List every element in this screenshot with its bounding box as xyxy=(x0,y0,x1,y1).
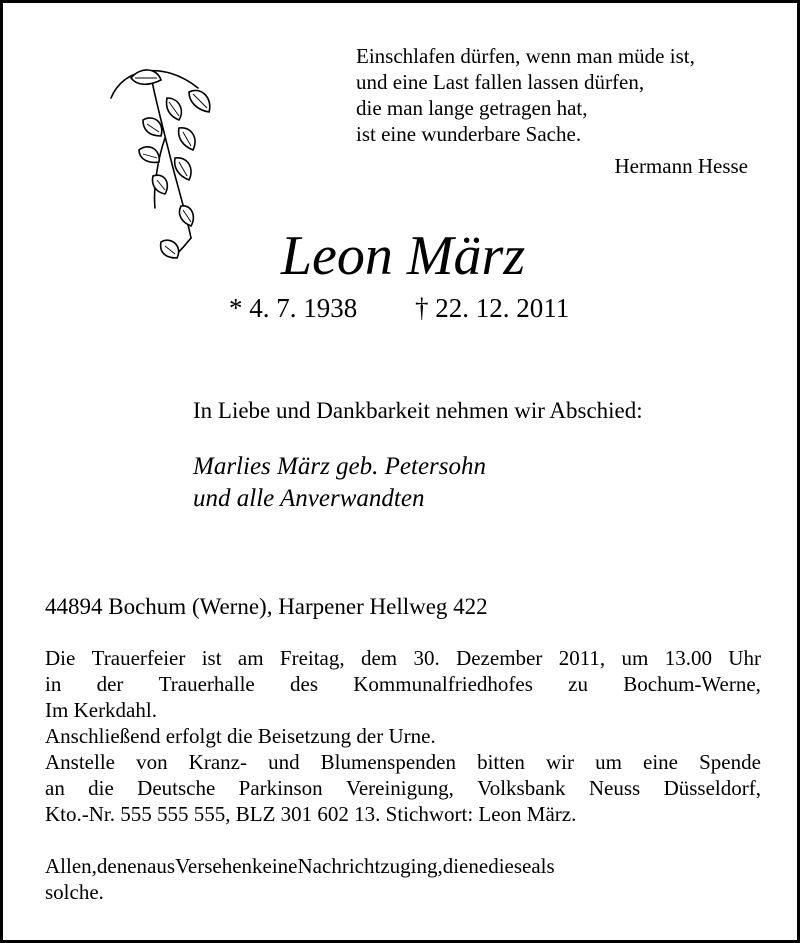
word: Anstelle xyxy=(45,750,115,774)
word: Die xyxy=(45,646,76,670)
info-line-2 xyxy=(45,671,761,697)
poem-line: und eine Last fallen lassen dürfen, xyxy=(356,70,645,94)
word: um xyxy=(621,646,649,670)
info-line-4: Anschließend erfolgt die Beisetzung der Urne. xyxy=(45,724,436,748)
word: Uhr xyxy=(728,646,761,670)
farewell-text: In Liebe und Dankbarkeit nehmen wir Abschied: xyxy=(193,398,643,423)
word: Nachricht xyxy=(297,854,381,878)
word: diese xyxy=(488,854,532,878)
poem-author: Hermann Hesse xyxy=(614,154,748,178)
word: 30. xyxy=(413,646,440,670)
word: Parkinson xyxy=(238,776,323,800)
word: Trauerhalle xyxy=(158,672,255,696)
word: 13.00 xyxy=(664,646,712,670)
info-line-3: Im Kerkdahl. xyxy=(45,698,157,722)
word: wir xyxy=(545,750,574,774)
birth-date: * 4. 7. 1938 xyxy=(229,293,358,323)
word: an xyxy=(45,776,65,800)
word: Bochum-Werne, xyxy=(623,672,761,696)
word: am xyxy=(237,646,264,670)
word: die xyxy=(88,776,114,800)
word: dem xyxy=(360,646,398,670)
poem-line: Einschlafen dürfen, wenn man müde ist, xyxy=(356,44,695,68)
word: keine xyxy=(252,854,298,878)
closing-line-1 xyxy=(45,854,555,878)
word: und xyxy=(268,750,300,774)
poem xyxy=(356,43,776,178)
word: Kranz- xyxy=(188,750,247,774)
word: aus xyxy=(147,854,176,878)
word: eine xyxy=(643,750,678,774)
word: Düsseldorf, xyxy=(663,776,761,800)
info-line-5 xyxy=(45,749,761,775)
ceremony-info xyxy=(45,645,761,827)
word: Versehen xyxy=(175,854,253,878)
word: des xyxy=(290,672,318,696)
mourners xyxy=(193,451,486,515)
mourner-line: und alle Anverwandten xyxy=(193,485,425,512)
word: bitten xyxy=(477,750,525,774)
word: Vereinigung, xyxy=(346,776,454,800)
word: von xyxy=(136,750,168,774)
info-line-6 xyxy=(45,775,761,801)
word: Freitag, xyxy=(279,646,345,670)
word: zuging, xyxy=(380,854,443,878)
word: diene xyxy=(442,854,489,878)
word: Spende xyxy=(699,750,761,774)
word: zu xyxy=(568,672,588,696)
word: Kommunalfriedhofes xyxy=(353,672,533,696)
word: Dezember xyxy=(456,646,543,670)
info-line-7: Kto.-Nr. 555 555 555, BLZ 301 602 13. Stichwort: Leon März. xyxy=(45,802,577,826)
word: Deutsche xyxy=(137,776,216,800)
word: in xyxy=(45,672,62,696)
deceased-name xyxy=(3,221,800,291)
info-line-1 xyxy=(45,645,761,671)
word: 2011, xyxy=(558,646,606,670)
word: Volksbank xyxy=(477,776,566,800)
deceased-name-text: Leon März xyxy=(280,225,526,287)
address: 44894 Bochum (Werne), Harpener Hellweg 422 xyxy=(45,594,488,619)
death-date: † 22. 12. 2011 xyxy=(415,293,570,323)
closing-line-2: solche. xyxy=(45,880,104,904)
word: Blumenspenden xyxy=(320,750,456,774)
word: Trauerfeier xyxy=(91,646,186,670)
closing-note xyxy=(45,853,761,905)
poem-line: ist eine wunderbare Sache. xyxy=(356,122,582,146)
word: denen xyxy=(96,854,148,878)
mourner-line: Marlies März geb. Petersohn xyxy=(193,453,487,480)
word: um xyxy=(595,750,622,774)
poem-line: die man lange getragen hat, xyxy=(356,96,588,120)
word: ist xyxy=(201,646,222,670)
word: als xyxy=(531,854,555,878)
word: Neuss xyxy=(588,776,641,800)
word: der xyxy=(96,672,124,696)
word: Allen, xyxy=(45,854,97,878)
